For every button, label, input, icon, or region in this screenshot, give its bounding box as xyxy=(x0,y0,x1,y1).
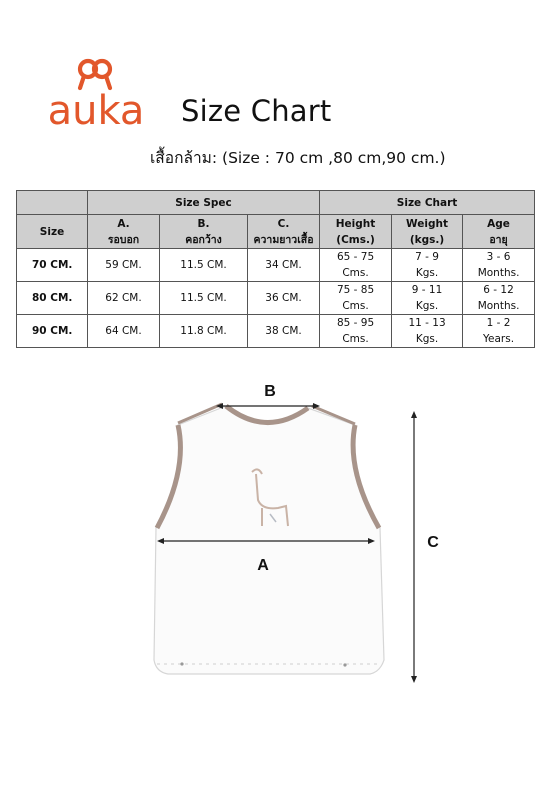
page-title: Size Chart xyxy=(181,94,332,128)
label-c: C xyxy=(427,534,439,551)
cell-c: 34 CM. xyxy=(248,249,320,282)
logo-wordmark: auka xyxy=(47,88,145,134)
cell-b: 11.5 CM. xyxy=(160,282,248,315)
cell-weight: 11 - 13 Kgs. xyxy=(392,315,463,348)
garment-diagram xyxy=(140,378,440,698)
col-header-size: Size xyxy=(17,215,88,249)
cell-a: 62 CM. xyxy=(88,282,160,315)
cell-weight: 9 - 11 Kgs. xyxy=(392,282,463,315)
label-a: A xyxy=(257,557,269,574)
col-header-height: Height (Cms.) xyxy=(320,215,392,249)
header-blank xyxy=(17,191,88,215)
group-header-spec: Size Spec xyxy=(88,191,320,215)
cell-c: 36 CM. xyxy=(248,282,320,315)
cell-age: 1 - 2 Years. xyxy=(463,315,535,348)
cell-age: 6 - 12 Months. xyxy=(463,282,535,315)
cell-height: 75 - 85 Cms. xyxy=(320,282,392,315)
cell-c: 38 CM. xyxy=(248,315,320,348)
col-header-b: B. คอกว้าง xyxy=(160,215,248,249)
col-header-a: A. รอบอก xyxy=(88,215,160,249)
cell-height: 65 - 75 Cms. xyxy=(320,249,392,282)
auka-logo xyxy=(36,58,156,136)
cell-b: 11.8 CM. xyxy=(160,315,248,348)
cell-a: 64 CM. xyxy=(88,315,160,348)
cell-weight: 7 - 9 Kgs. xyxy=(392,249,463,282)
page-subtitle: เสื้อกล้าม: (Size : 70 cm ,80 cm,90 cm.) xyxy=(150,149,446,167)
cell-age: 3 - 6 Months. xyxy=(463,249,535,282)
cell-size: 80 CM. xyxy=(17,282,88,315)
col-header-weight: Weight (kgs.) xyxy=(392,215,463,249)
cell-size: 70 CM. xyxy=(17,249,88,282)
cell-size: 90 CM. xyxy=(17,315,88,348)
table-row xyxy=(17,315,535,348)
tank-top-icon xyxy=(154,404,384,674)
label-b: B xyxy=(264,383,276,400)
table-row xyxy=(17,249,535,282)
cell-b: 11.5 CM. xyxy=(160,249,248,282)
table-row xyxy=(17,282,535,315)
cell-height: 85 - 95 Cms. xyxy=(320,315,392,348)
group-header-chart: Size Chart xyxy=(320,191,535,215)
cell-a: 59 CM. xyxy=(88,249,160,282)
col-header-c: C. ความยาวเสื้อ xyxy=(248,215,320,249)
col-header-age: Age อายุ xyxy=(463,215,535,249)
size-table xyxy=(16,190,535,348)
